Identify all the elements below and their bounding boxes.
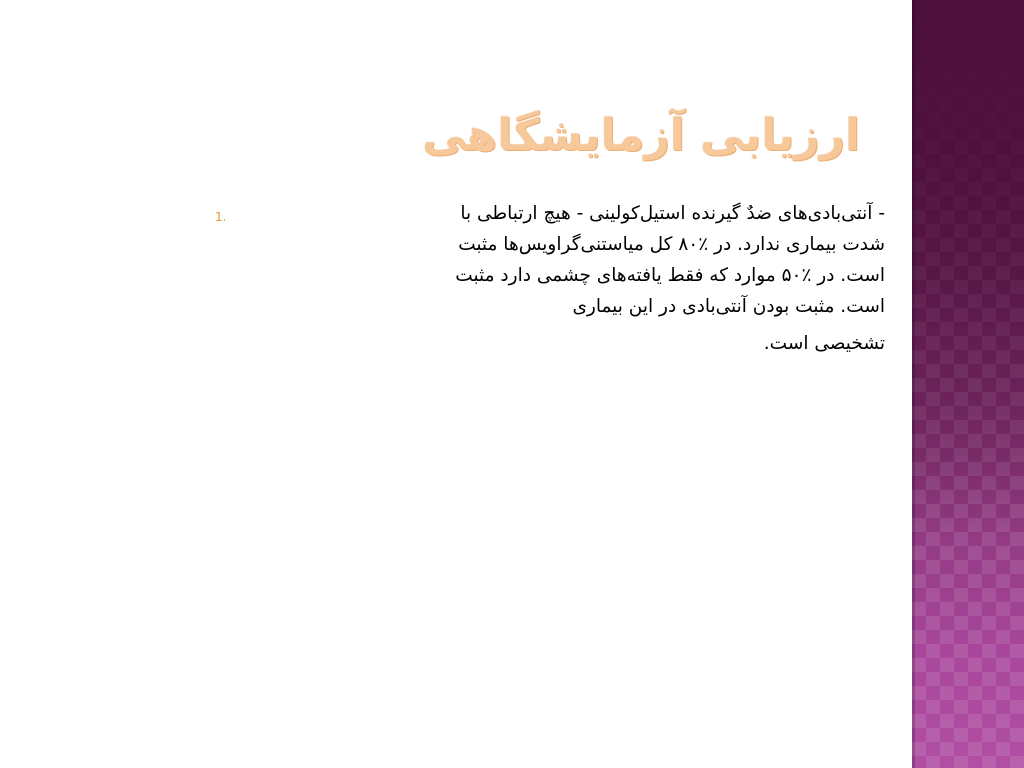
list-item [200,198,890,359]
list-item-number: 1. [215,210,227,224]
band-gradient-overlay [912,0,1024,768]
band-edge [912,0,915,768]
text-line: - آنتی‌بادی‌های ضدٌ گیرنده استیل‌کولینی - هیچ ارتباطی با [460,203,885,224]
numbered-list [200,198,890,359]
decorative-side-band [912,0,1024,768]
text-line: است. مثبت بودن آنتی‌بادی در این بیماری [572,296,885,317]
text-line: تشخیصی است. [763,333,885,354]
list-item-text [285,198,885,359]
slide-title: ارزیابی آزمایشگاهی [422,110,860,161]
text-line: شدت بیماری ندارد. در ٪۸۰ کل میاستنی‌گراویس‌ها مثبت [458,234,885,255]
text-line: است. در ٪۵۰ موارد که فقط یافته‌های چشمی دارد مثبت [455,265,885,286]
